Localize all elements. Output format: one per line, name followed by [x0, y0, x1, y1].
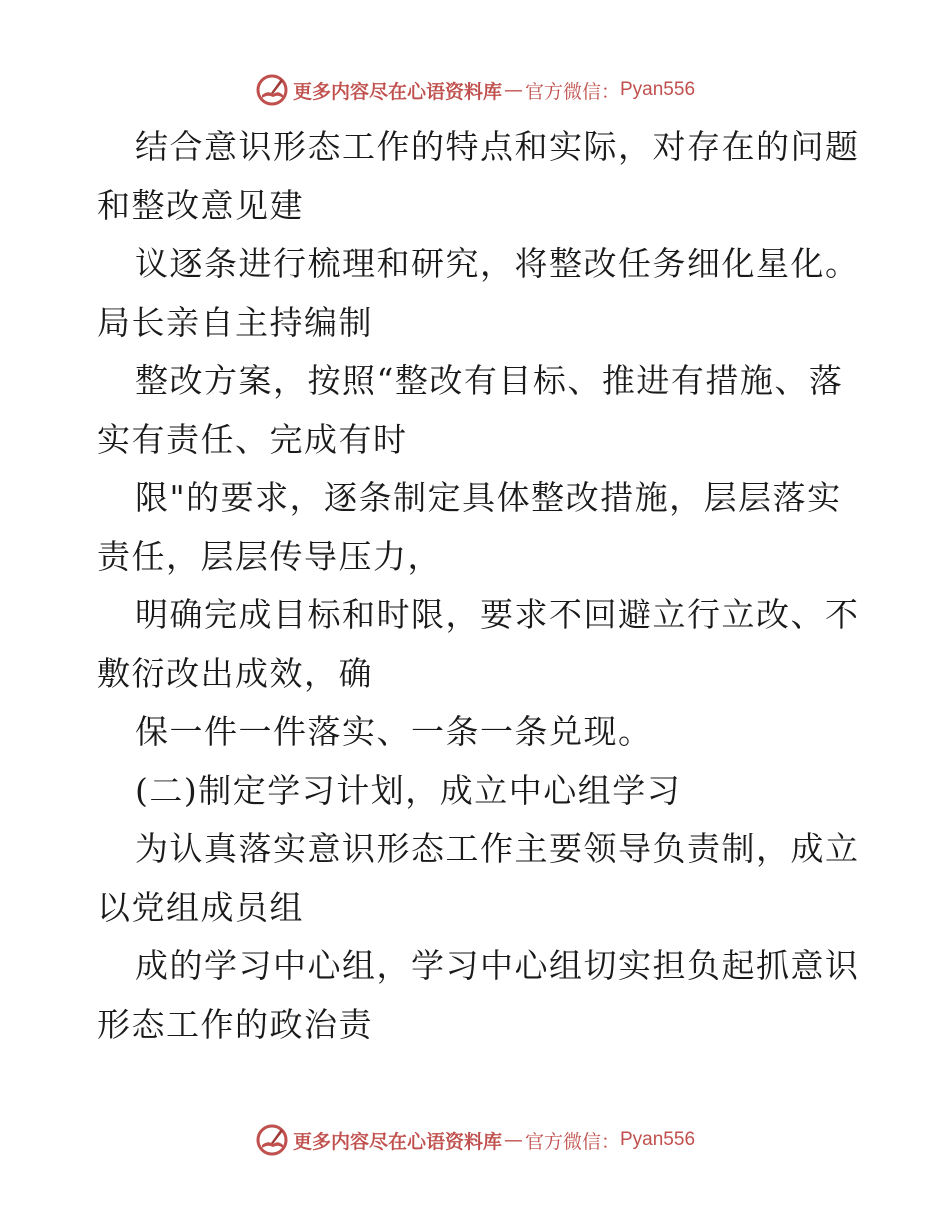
banner-wechat-label: 官方微信： [524, 1130, 620, 1153]
text-line: 限"的要求，逐条制定具体整改措施，层层落实 [135, 478, 842, 517]
banner-site-text: 更多内容尽在心语资料库 [292, 80, 502, 103]
banner-wechat-id: Pyan556 [620, 79, 696, 100]
footer-banner [0, 1120, 950, 1160]
banner-site-text: 更多内容尽在心语资料库 [292, 1130, 502, 1153]
text-line: 局长亲自主持编制 [97, 302, 373, 342]
section-heading: (二)制定学习计划，成立中心组学习 [135, 770, 682, 810]
book-quill-logo-icon [255, 1123, 289, 1157]
text-line: 敷衍改出成效，确 [97, 653, 373, 693]
text-line: 整改方案，按照“整改有目标、推进有措施、落 [135, 361, 844, 400]
banner-wechat-id: Pyan556 [620, 1129, 696, 1150]
text-line: 责任，层层传导压力， [97, 536, 442, 576]
text-line: 成的学习中心组，学习中心组切实担负起抓意识 [135, 946, 860, 985]
header-banner [0, 70, 950, 110]
text-line: 形态工作的政治责 [97, 1004, 373, 1044]
text-line: 实有责任、完成有时 [97, 419, 408, 459]
text-line: 为认真落实意识形态工作主要领导负责制，成立 [135, 829, 860, 868]
text-line: 以党组成员组 [97, 887, 304, 927]
banner-wechat-label: 官方微信： [524, 80, 620, 103]
text-line: 结合意识形态工作的特点和实际，对存在的问题 [135, 127, 860, 166]
text-line: 明确完成目标和时限，要求不回避立行立改、不 [135, 595, 860, 634]
text-line: 议逐条进行梳理和研究，将整改任务细化星化。 [135, 244, 860, 283]
banner-dash: — [503, 1129, 523, 1151]
document-body [97, 118, 860, 1054]
text-line: 和整改意见建 [97, 185, 304, 225]
book-quill-logo-icon [255, 73, 289, 107]
text-line: 保一件一件落实、一条一条兑现。 [135, 712, 653, 751]
banner-dash: — [503, 79, 523, 101]
